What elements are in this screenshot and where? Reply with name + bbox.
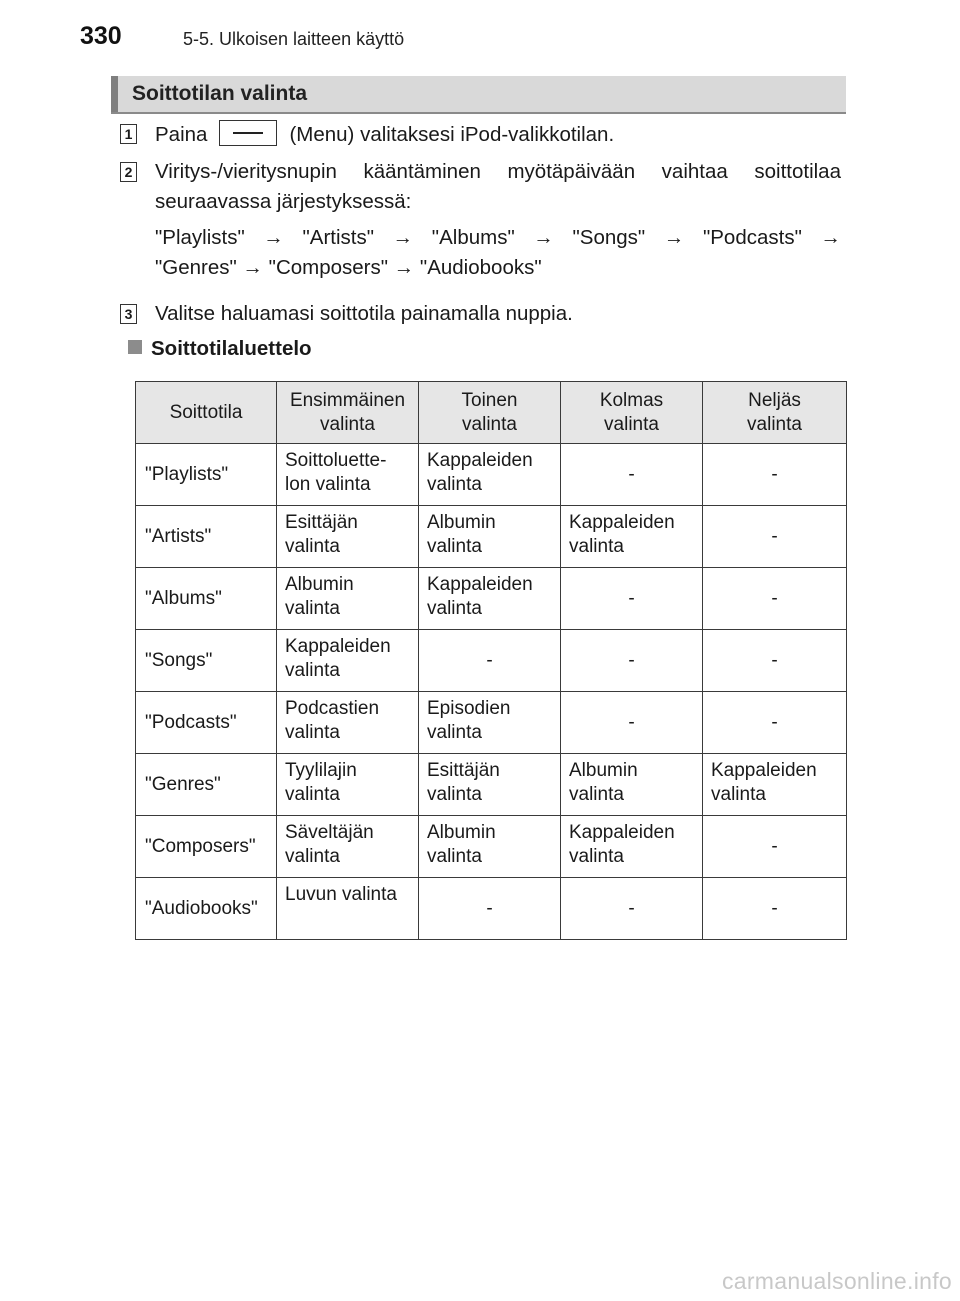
table-header-cell	[419, 382, 561, 444]
table-cell	[561, 692, 703, 754]
cell-text: Albumin valinta	[427, 512, 496, 557]
cell-text: "Audiobooks"	[145, 897, 258, 919]
table-header-cell	[136, 382, 277, 444]
cell-text: Kappaleiden valinta	[427, 450, 533, 495]
cell-text: -	[771, 835, 778, 857]
table-cell	[136, 444, 277, 506]
table-cell	[136, 692, 277, 754]
section-divider	[111, 112, 846, 114]
step-3-text: Valitse haluamasi soittotila painamalla nuppia.	[155, 302, 573, 325]
step-number-3: 3	[120, 304, 137, 324]
table-cell	[703, 816, 847, 878]
table-header-cell	[277, 382, 419, 444]
cell-text: Kappaleiden valinta	[285, 636, 391, 681]
step-2-sequence-line-2: "Genres" → "Composers" → "Audiobooks"	[155, 256, 542, 279]
cell-text: -	[628, 587, 635, 609]
table-header-cell	[561, 382, 703, 444]
step-2-line-1: Viritys-/vieritysnupin kääntäminen myötäpäivään vaihtaa soittotilaa	[155, 160, 841, 183]
table-cell	[419, 754, 561, 816]
table-row	[136, 692, 847, 754]
table-cell	[703, 878, 847, 940]
table-cell	[277, 630, 419, 692]
subsection-title: Soittotilaluettelo	[151, 337, 312, 360]
cell-text: -	[771, 649, 778, 671]
cell-text: -	[486, 649, 493, 671]
header-text: Neljäs valinta	[747, 389, 802, 435]
header-text: Kolmas valinta	[599, 389, 664, 435]
table-header-row	[136, 382, 847, 444]
table-cell	[277, 692, 419, 754]
table-cell	[419, 692, 561, 754]
page-number: 330	[80, 22, 122, 50]
cell-text: Tyylilajin valinta	[285, 760, 357, 805]
table-cell	[277, 754, 419, 816]
table-row	[136, 630, 847, 692]
table-cell	[277, 444, 419, 506]
cell-text: -	[628, 897, 635, 919]
mode-table	[135, 381, 847, 940]
cell-text: -	[628, 463, 635, 485]
cell-text: -	[771, 463, 778, 485]
header-text: Ensimmäinen valinta	[289, 389, 406, 435]
cell-text: Kappaleiden valinta	[569, 512, 675, 557]
cell-text: "Composers"	[145, 835, 256, 857]
cell-text: "Genres"	[145, 773, 221, 795]
table-cell	[419, 506, 561, 568]
table-cell	[703, 444, 847, 506]
cell-text: Säveltäjän valinta	[285, 822, 374, 867]
table-cell	[561, 630, 703, 692]
cell-text: -	[628, 649, 635, 671]
cell-text: -	[771, 587, 778, 609]
cell-text: Podcastien valinta	[285, 698, 380, 743]
cell-text: Kappaleiden valinta	[569, 822, 675, 867]
table-cell	[561, 444, 703, 506]
table-cell	[277, 506, 419, 568]
table-cell	[561, 878, 703, 940]
table-row	[136, 568, 847, 630]
step-1-text-before: Paina	[155, 123, 208, 146]
table-row	[136, 506, 847, 568]
table-row	[136, 816, 847, 878]
menu-button-icon	[219, 120, 277, 146]
cell-text: Albumin valinta	[569, 760, 638, 805]
table-cell	[136, 568, 277, 630]
cell-text: Albumin valinta	[285, 574, 354, 619]
table-cell	[419, 878, 561, 940]
cell-text: Esittäjän valinta	[285, 512, 358, 557]
square-bullet-icon	[128, 340, 142, 354]
table-cell	[277, 568, 419, 630]
table-header-cell	[703, 382, 847, 444]
table-cell	[703, 506, 847, 568]
step-2-sequence-line-1: "Playlists" → "Artists" → "Albums" → "Songs" → "Podcasts" →	[155, 226, 841, 249]
header-text: Toinen valinta	[461, 389, 518, 435]
cell-text: "Albums"	[145, 587, 222, 609]
cell-text: -	[486, 897, 493, 919]
table-cell	[703, 754, 847, 816]
step-number-1: 1	[120, 124, 137, 144]
table-row	[136, 878, 847, 940]
cell-text: -	[628, 711, 635, 733]
cell-text: -	[771, 525, 778, 547]
section-bar	[111, 76, 846, 112]
table-cell	[277, 878, 419, 940]
cell-text: Kappaleiden valinta	[427, 574, 533, 619]
cell-text: -	[771, 897, 778, 919]
section-title: Soittotilan valinta	[132, 82, 308, 105]
table-row	[136, 444, 847, 506]
cell-text: -	[771, 711, 778, 733]
table-cell	[277, 816, 419, 878]
table-row	[136, 754, 847, 816]
chapter-title: 5-5. Ulkoisen laitteen käyttö	[183, 29, 405, 49]
cell-text: "Artists"	[145, 525, 212, 547]
table-cell	[419, 444, 561, 506]
step-2-line-2: seuraavassa järjestyksessä:	[155, 190, 412, 213]
cell-text: "Songs"	[145, 649, 213, 671]
table-cell	[561, 568, 703, 630]
table-cell	[703, 630, 847, 692]
cell-text: Kappaleiden valinta	[711, 760, 817, 805]
table-cell	[136, 878, 277, 940]
table-cell	[703, 568, 847, 630]
step-1-text	[155, 119, 841, 150]
table-cell	[136, 630, 277, 692]
table-cell	[136, 754, 277, 816]
table-cell	[419, 568, 561, 630]
subsection-heading	[128, 337, 312, 361]
table-cell	[561, 754, 703, 816]
table-cell	[561, 506, 703, 568]
watermark: carmanualsonline.info	[721, 1268, 952, 1294]
cell-text: "Playlists"	[145, 463, 229, 485]
step-1-text-after: (Menu) valitaksesi iPod-valikkotilan.	[289, 123, 615, 146]
header-text: Soittotila	[169, 401, 243, 423]
cell-text: Soittoluette- lon valinta	[285, 450, 387, 495]
table-cell	[561, 816, 703, 878]
table-cell	[136, 816, 277, 878]
cell-text: Albumin valinta	[427, 822, 496, 867]
cell-text: Episodien valinta	[427, 698, 511, 743]
step-number-2: 2	[120, 162, 137, 182]
table-cell	[703, 692, 847, 754]
table-cell	[136, 506, 277, 568]
cell-text: "Podcasts"	[145, 711, 237, 733]
cell-text: Esittäjän valinta	[427, 760, 500, 805]
table-cell	[419, 816, 561, 878]
table-cell	[419, 630, 561, 692]
cell-text: Luvun valinta	[285, 884, 397, 905]
